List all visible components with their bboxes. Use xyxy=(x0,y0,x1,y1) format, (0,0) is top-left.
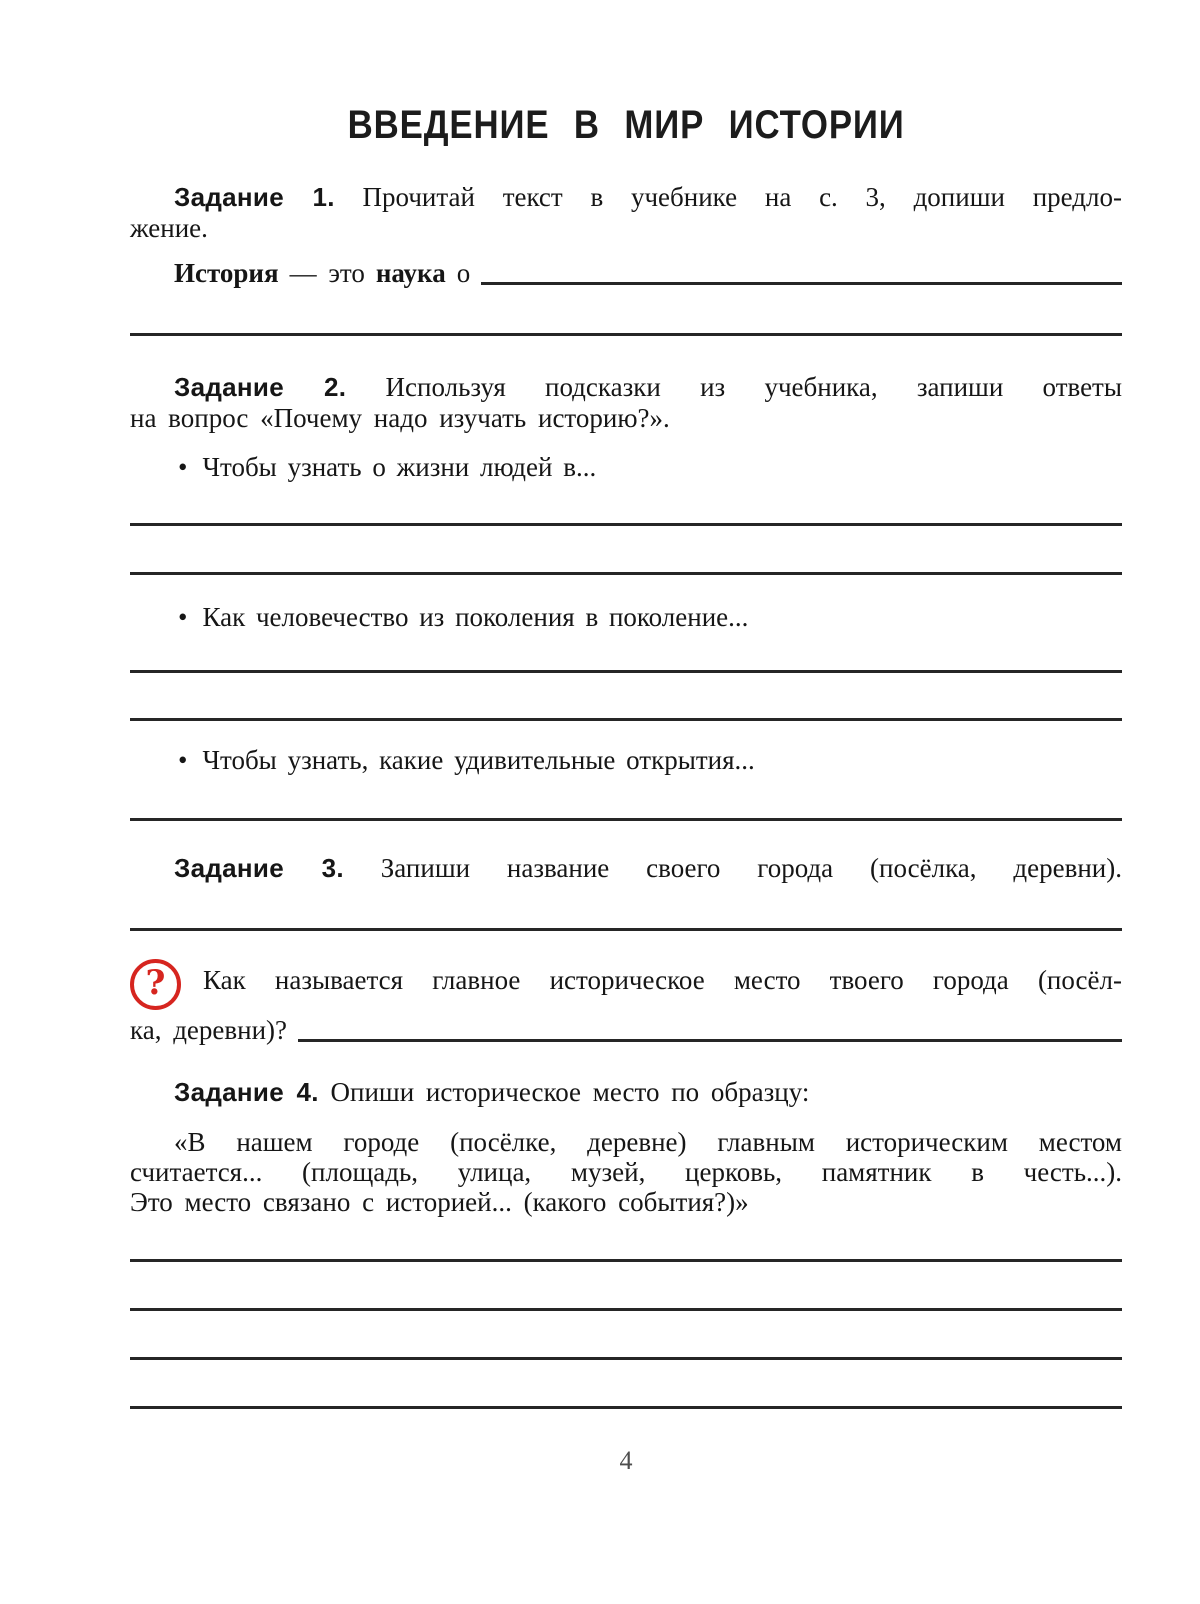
answer-blank-line xyxy=(481,282,1122,285)
task4-sample-line1: «В нашем городе (посёлке, деревне) главным историческим местом xyxy=(174,1127,1122,1157)
writing-line xyxy=(130,1357,1122,1360)
task1-fill-sentence xyxy=(130,256,1122,290)
bullet-icon: • xyxy=(178,452,188,482)
page-title-text: ВВЕДЕНИЕ В МИР ИСТОРИИ xyxy=(347,103,905,147)
writing-line xyxy=(130,928,1122,931)
page-title xyxy=(130,103,1122,148)
task2-text-part1: Используя подсказки из учебника, запиши ответы xyxy=(385,372,1123,402)
task4-label: Задание 4. xyxy=(174,1077,319,1107)
writing-line xyxy=(130,333,1122,336)
bullet-text: Чтобы узнать о жизни людей в... xyxy=(202,452,597,482)
question-line1: Как называется главное историческое место твоего города (посёл- xyxy=(203,965,1122,995)
writing-line xyxy=(130,1406,1122,1409)
list-item xyxy=(178,600,1122,634)
task1-line1 xyxy=(130,180,1122,214)
task3-label: Задание 3. xyxy=(174,853,344,883)
writing-line xyxy=(130,523,1122,526)
bullet-text: Чтобы узнать, какие удивительные открытия... xyxy=(202,745,755,775)
word-eto: — это xyxy=(289,258,365,288)
writing-line xyxy=(130,1259,1122,1262)
question-line2-text: ка, деревни)? xyxy=(130,1015,288,1045)
task1-text-part1: Прочитай текст в учебнике на с. 3, допиши предло- xyxy=(362,182,1122,212)
writing-line xyxy=(130,818,1122,821)
bullet-icon: • xyxy=(178,745,188,775)
task2-line2: на вопрос «Почему надо изучать историю?». xyxy=(130,403,670,433)
task2-label: Задание 2. xyxy=(174,372,347,402)
task3-text: Запиши название своего города (посёлка, деревни). xyxy=(380,853,1122,883)
answer-blank-line xyxy=(298,1039,1122,1042)
bullet-text: Как человечество из поколения в поколение... xyxy=(202,602,749,632)
writing-line xyxy=(130,572,1122,575)
task1-label: Задание 1. xyxy=(174,182,335,212)
task4-heading xyxy=(130,1075,1122,1109)
task2-line1 xyxy=(130,370,1122,404)
word-o: о xyxy=(456,258,471,288)
question-mark-icon xyxy=(130,959,181,1010)
word-nauka: наука xyxy=(375,258,446,288)
question-line2 xyxy=(130,1013,1122,1047)
task4-heading-text: Опиши историческое место по образцу: xyxy=(330,1077,810,1107)
writing-line xyxy=(130,718,1122,721)
bullet-icon: • xyxy=(178,602,188,632)
writing-line xyxy=(130,670,1122,673)
question-mark-glyph: ? xyxy=(145,963,166,1003)
word-istoriya: История xyxy=(174,258,279,288)
writing-line xyxy=(130,1308,1122,1311)
task4-sample-line2: считается... (площадь, улица, музей, церковь, памятник в честь...). xyxy=(130,1157,1122,1187)
page-number: 4 xyxy=(619,1446,633,1475)
task1-line2: жение. xyxy=(130,213,208,243)
list-item xyxy=(178,450,1122,484)
task3-line xyxy=(130,851,1122,885)
task4-sample-line3: Это место связано с историей... (какого события?)» xyxy=(130,1187,749,1217)
list-item xyxy=(178,743,1122,777)
